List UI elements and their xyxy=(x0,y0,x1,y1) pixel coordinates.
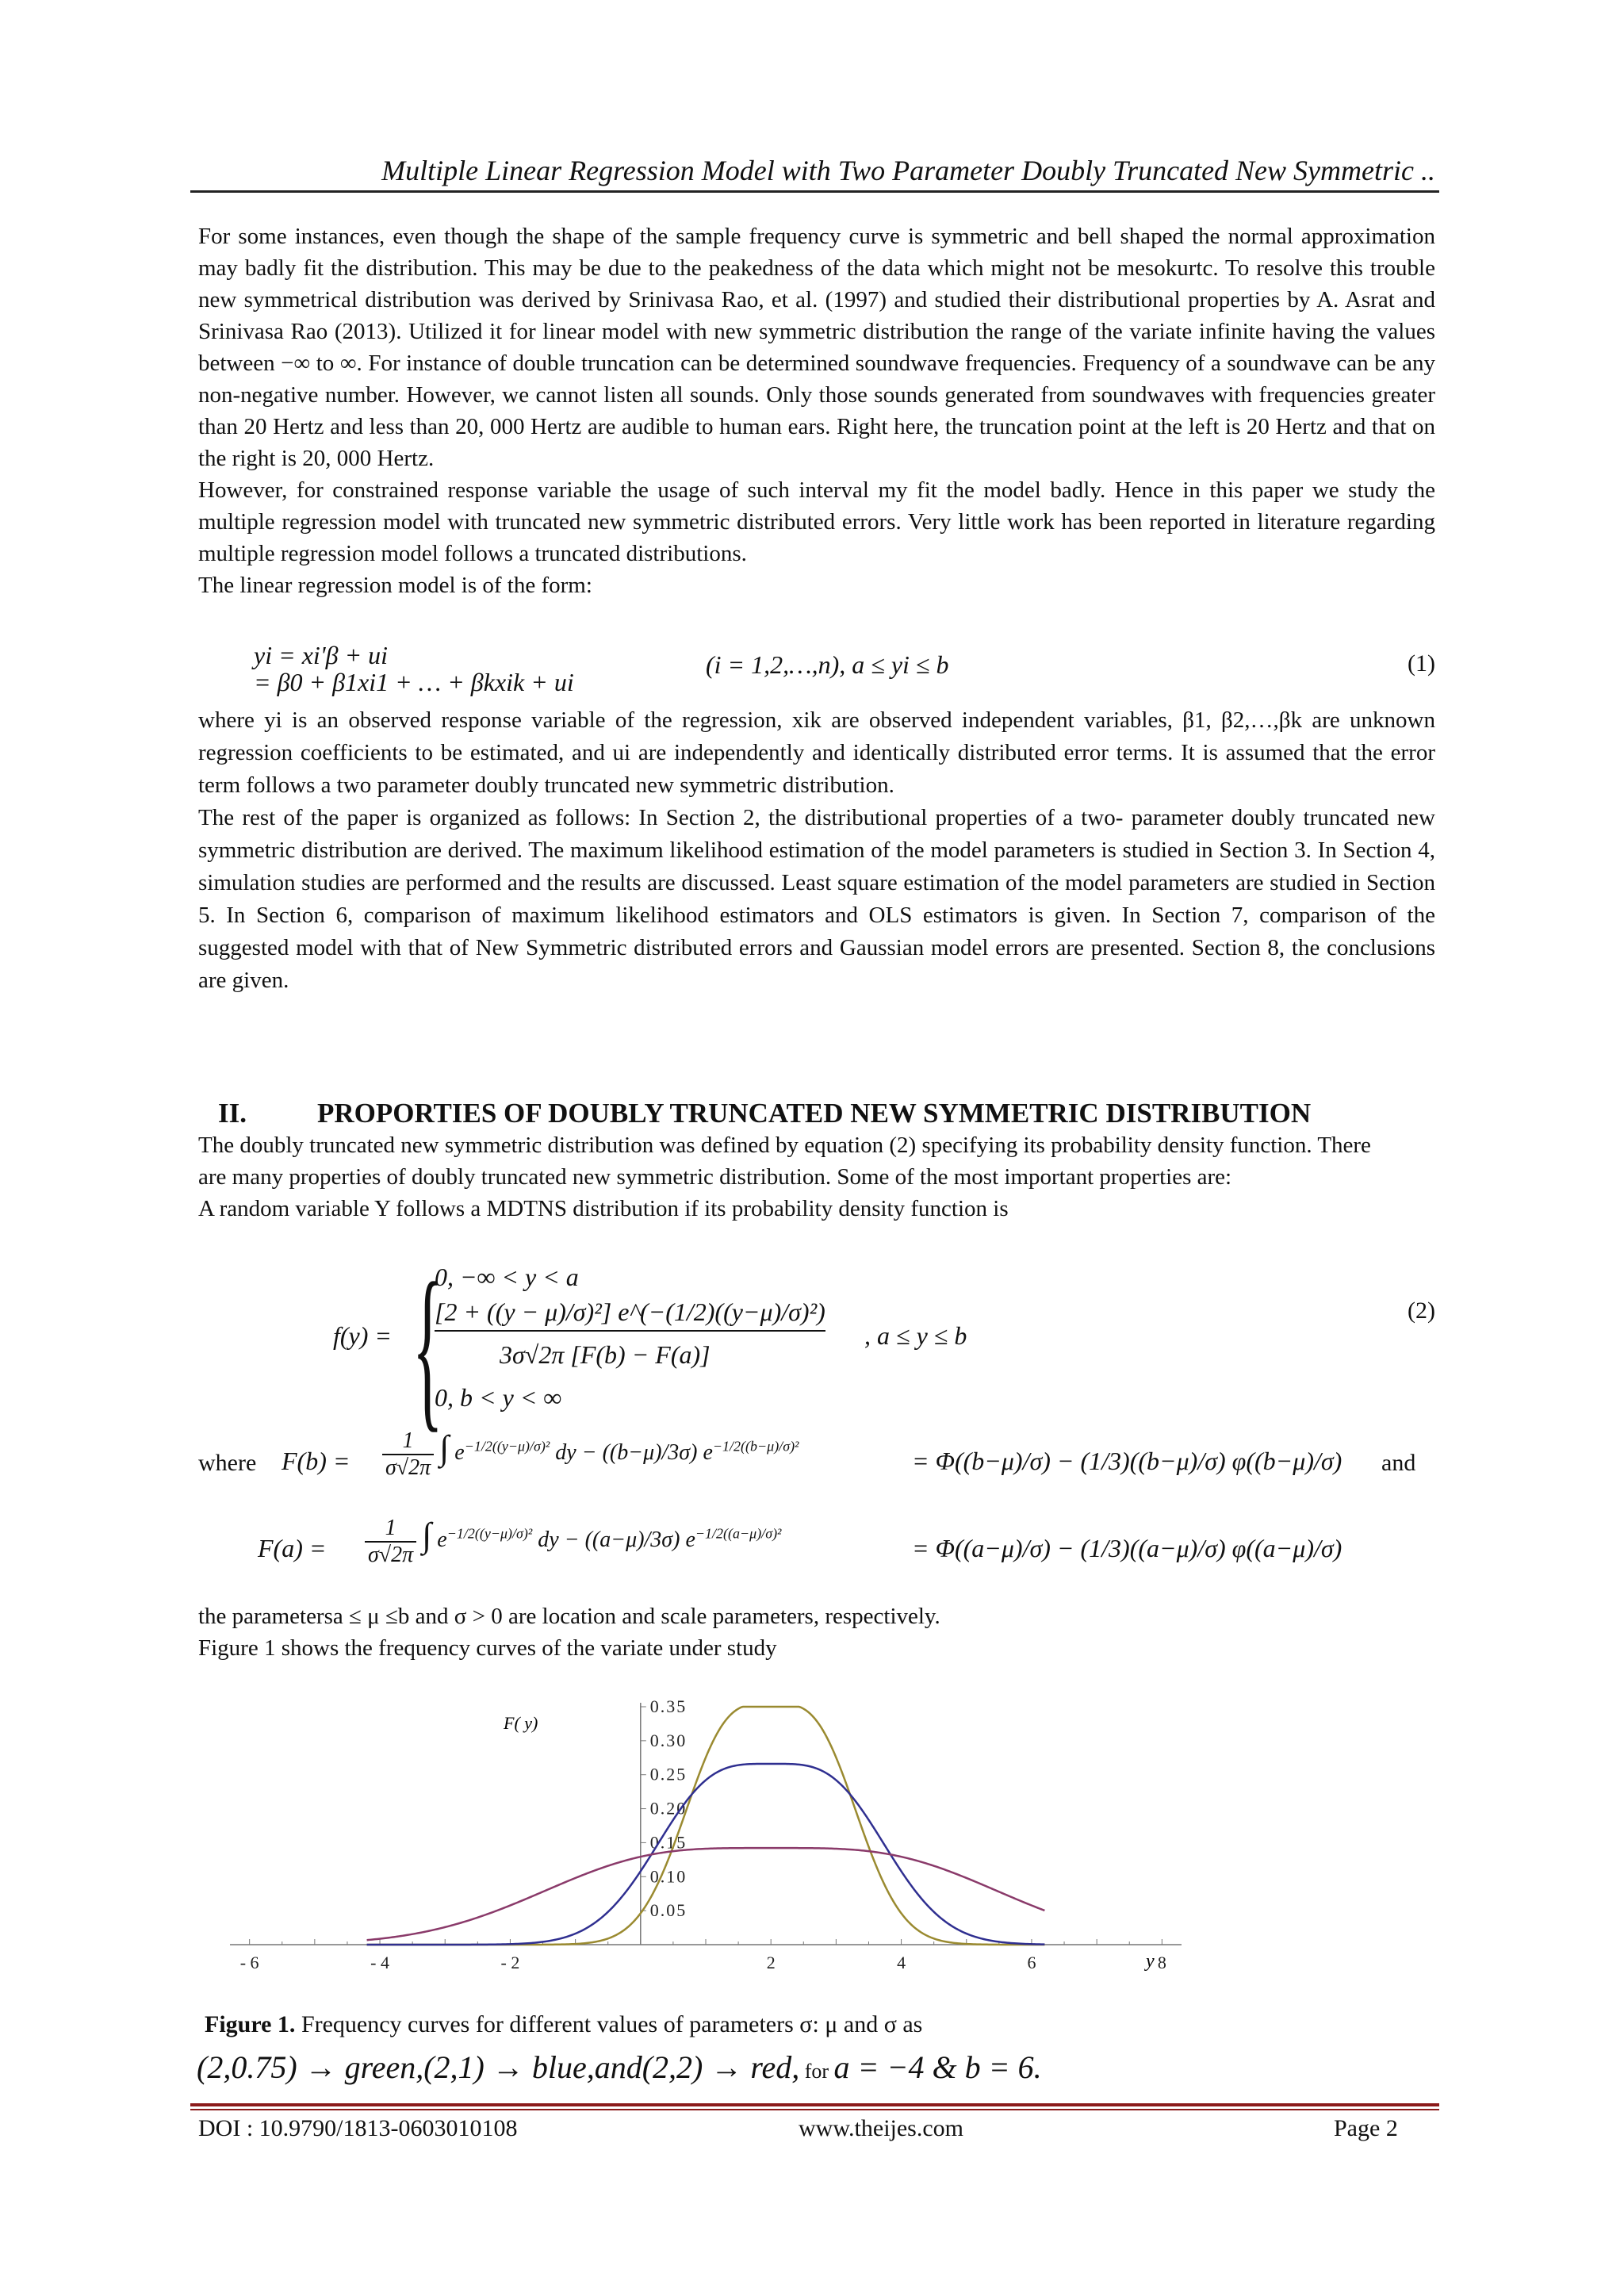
fb-rhs: = Φ((b−μ)/σ) − (1/3)((b−μ)/σ) φ((b−μ)/σ) xyxy=(912,1447,1342,1475)
section2-paragraph-1: The doubly truncated new symmetric distribution was defined by equation (2) specifying its probability density function. There are many properties of doubly truncated new symmetric distribution. Some of the most important properties are: xyxy=(198,1133,1371,1190)
y-tick-label: 0.15 xyxy=(649,1832,688,1853)
after-eq1-paragraph-1: where yi is an observed response variable of the regression, xik are observed independent variables, β1, β2,…,βk are unknown regression coefficients to be estimated, and ui are independently and identically distributed error terms. It is assumed that the error term follows a two parameter doubly truncated new symmetric distribution. xyxy=(198,707,1435,798)
intro-paragraph-2: However, for constrained response variable the usage of such interval my fit the model badly. Hence in this paper we study the multiple regression model with truncated new symmetric distributed errors. Very little work has been reported in literature regarding multiple regression model follows a truncated distributions. xyxy=(198,477,1435,566)
figure-caption-text: Frequency curves for different values of parameters σ: μ and σ as xyxy=(295,2011,923,2037)
chart-series xyxy=(367,1707,1045,1945)
x-tick-label: 4 xyxy=(897,1953,906,1972)
fa-integral: $\frac{1}{\sigma√2\pi}$ ∫ $e^{-1/2((y-\mu)/\sigma)^2}$ dy − ((a−μ)/3σ) $e^{-1/2((a-\mu)/\sigma)^2}$ xyxy=(365,1515,781,1568)
figure-intro: Figure 1 shows the frequency curves of the variate under study xyxy=(198,1635,777,1661)
eq2-case1: 0, −∞ < y < a xyxy=(435,1263,579,1291)
frequency-curve-chart xyxy=(214,1689,1197,1995)
figure-caption xyxy=(205,2011,922,2038)
eq2-lhs: f(y) = xyxy=(333,1321,392,1350)
figure-caption-line2 xyxy=(197,2049,1042,2086)
footer-site: www.theijes.com xyxy=(799,2115,964,2141)
params-block xyxy=(198,1600,1435,1664)
x-tick-label: - 2 xyxy=(500,1953,520,1972)
eq2-case2-condition: , a ≤ y ≤ b xyxy=(864,1321,967,1350)
series-line-3 xyxy=(367,1848,1045,1940)
where-label: where xyxy=(198,1450,257,1476)
footer-rule xyxy=(190,2103,1439,2106)
caption-for: for xyxy=(799,2060,834,2083)
eq1-number: (1) xyxy=(1408,650,1435,677)
header-rule xyxy=(190,190,1439,193)
fa-lhs: F(a) = xyxy=(258,1534,327,1562)
fa-rhs: = Φ((a−μ)/σ) − (1/3)((a−μ)/σ) φ((a−μ)/σ) xyxy=(912,1534,1342,1562)
caption-bounds: a = −4 & b = 6. xyxy=(833,2049,1042,2085)
eq2-number: (2) xyxy=(1408,1297,1435,1324)
series-line-1 xyxy=(367,1707,1045,1945)
x-tick-label: 2 xyxy=(766,1953,776,1972)
x-axis-label: y xyxy=(1146,1951,1155,1972)
y-tick-label: 0.20 xyxy=(649,1798,688,1819)
fb-integral: $\frac{1}{\sigma√2\pi}$ ∫ $e^{-1/2((y-\mu)/\sigma)^2}$ dy − ((b−μ)/3σ) $e^{-1/2((b-\mu)/\sigma)^2}$ xyxy=(382,1428,799,1481)
section-heading: PROPORTIES OF DOUBLY TRUNCATED NEW SYMMETRIC DISTRIBUTION xyxy=(317,1098,1312,1129)
footer-rule-thin xyxy=(190,2109,1439,2110)
eq2-brace: { xyxy=(412,1245,443,1447)
x-tick-label: - 4 xyxy=(370,1953,389,1972)
chart-axes xyxy=(230,1696,1182,1972)
section2-block xyxy=(198,1129,1372,1225)
y-tick-label: 0.35 xyxy=(649,1696,688,1716)
and-label: and xyxy=(1381,1450,1416,1476)
after-eq1-paragraph-2: The rest of the paper is organized as follows: In Section 2, the distributional properties of a two- parameter doubly truncated new symmetric distribution are derived. The maximum likelihood estimation of the model parameters is studied in Section 3. In Section 4, simulation studies are performed and the results are discussed. Least square estimation of the model parameters are studied in Section 5. In Section 6, comparison of maximum likelihood estimators and OLS estimators is given. In Section 7, comparison of the suggested model with that of New Symmetric distributed errors and Gaussian model errors are presented. Section 8, the conclusions are given. xyxy=(198,805,1435,993)
footer-doi: DOI : 10.9790/1813-0603010108 xyxy=(198,2115,518,2141)
params-text: the parametersa ≤ μ ≤b and σ > 0 are location and scale parameters, respectively. xyxy=(198,1604,940,1629)
eq2-case3: 0, b < y < ∞ xyxy=(435,1383,562,1412)
after-eq1-block xyxy=(198,704,1435,997)
intro-block xyxy=(198,220,1435,601)
fb-lhs: F(b) = xyxy=(282,1447,350,1475)
caption-params: (2,0.75) → green,(2,1) → blue,and(2,2) → red, xyxy=(197,2049,800,2085)
section-title xyxy=(218,1098,1311,1129)
x-tick-label: 8 xyxy=(1157,1953,1166,1972)
y-tick-label: 0.25 xyxy=(649,1764,688,1784)
series-line-2 xyxy=(367,1764,1045,1945)
section-number: II. xyxy=(218,1098,247,1129)
y-tick-label: 0.10 xyxy=(649,1866,688,1887)
y-tick-label: 0.30 xyxy=(649,1730,688,1750)
x-tick-label: 6 xyxy=(1027,1953,1036,1972)
running-header: Multiple Linear Regression Model with Two Parameter Doubly Truncated New Symmetric .. xyxy=(381,155,1435,186)
eq1-condition: (i = 1,2,…,n), a ≤ yi ≤ b xyxy=(706,650,949,679)
eq2-case2-denominator: 3σ√2π [F(b) − F(a)] xyxy=(500,1340,710,1369)
intro-paragraph-1: For some instances, even though the shape of the sample frequency curve is symmetric and bell shaped the normal approximation may badly fit the distribution. This may be due to the peakedness of the data which might not be mesokurtc. To resolve this trouble new symmetrical distribution was derived by Srinivasa Rao, et al. (1997) and studied their distributional properties by A. Asrat and Srinivasa Rao (2013). Utilized it for linear model with new symmetric distribution the range of the variate infinite having the values between −∞ to ∞. For instance of double truncation can be determined soundwave frequencies. Frequency of a soundwave can be any non-negative number. However, we cannot listen all sounds. Only those sounds generated from soundwaves with frequencies greater than 20 Hertz and less than 20, 000 Hertz are audible to human ears. Right here, the truncation point at the left is 20 Hertz and that on the right is 20, 000 Hertz. xyxy=(198,224,1435,471)
intro-paragraph-3: The linear regression model is of the form: xyxy=(198,573,592,598)
eq2-case2-numerator: [2 + ((y − μ)/σ)²] e^(−(1/2)((y−μ)/σ)²) xyxy=(435,1297,825,1332)
y-axis-label: F( y) xyxy=(504,1713,538,1733)
section2-paragraph-2: A random variable Y follows a MDTNS distribution if its probability density function is xyxy=(198,1196,1009,1221)
x-tick-label: - 6 xyxy=(239,1953,259,1972)
y-tick-label: 0.05 xyxy=(649,1900,688,1921)
eq1-line2: = β0 + β1xi1 + … + βkxik + ui xyxy=(254,668,574,696)
footer-page: Page 2 xyxy=(1334,2115,1398,2141)
eq1-line1: yi = xi'β + ui xyxy=(254,641,389,669)
figure-label: Figure 1. xyxy=(205,2011,296,2037)
